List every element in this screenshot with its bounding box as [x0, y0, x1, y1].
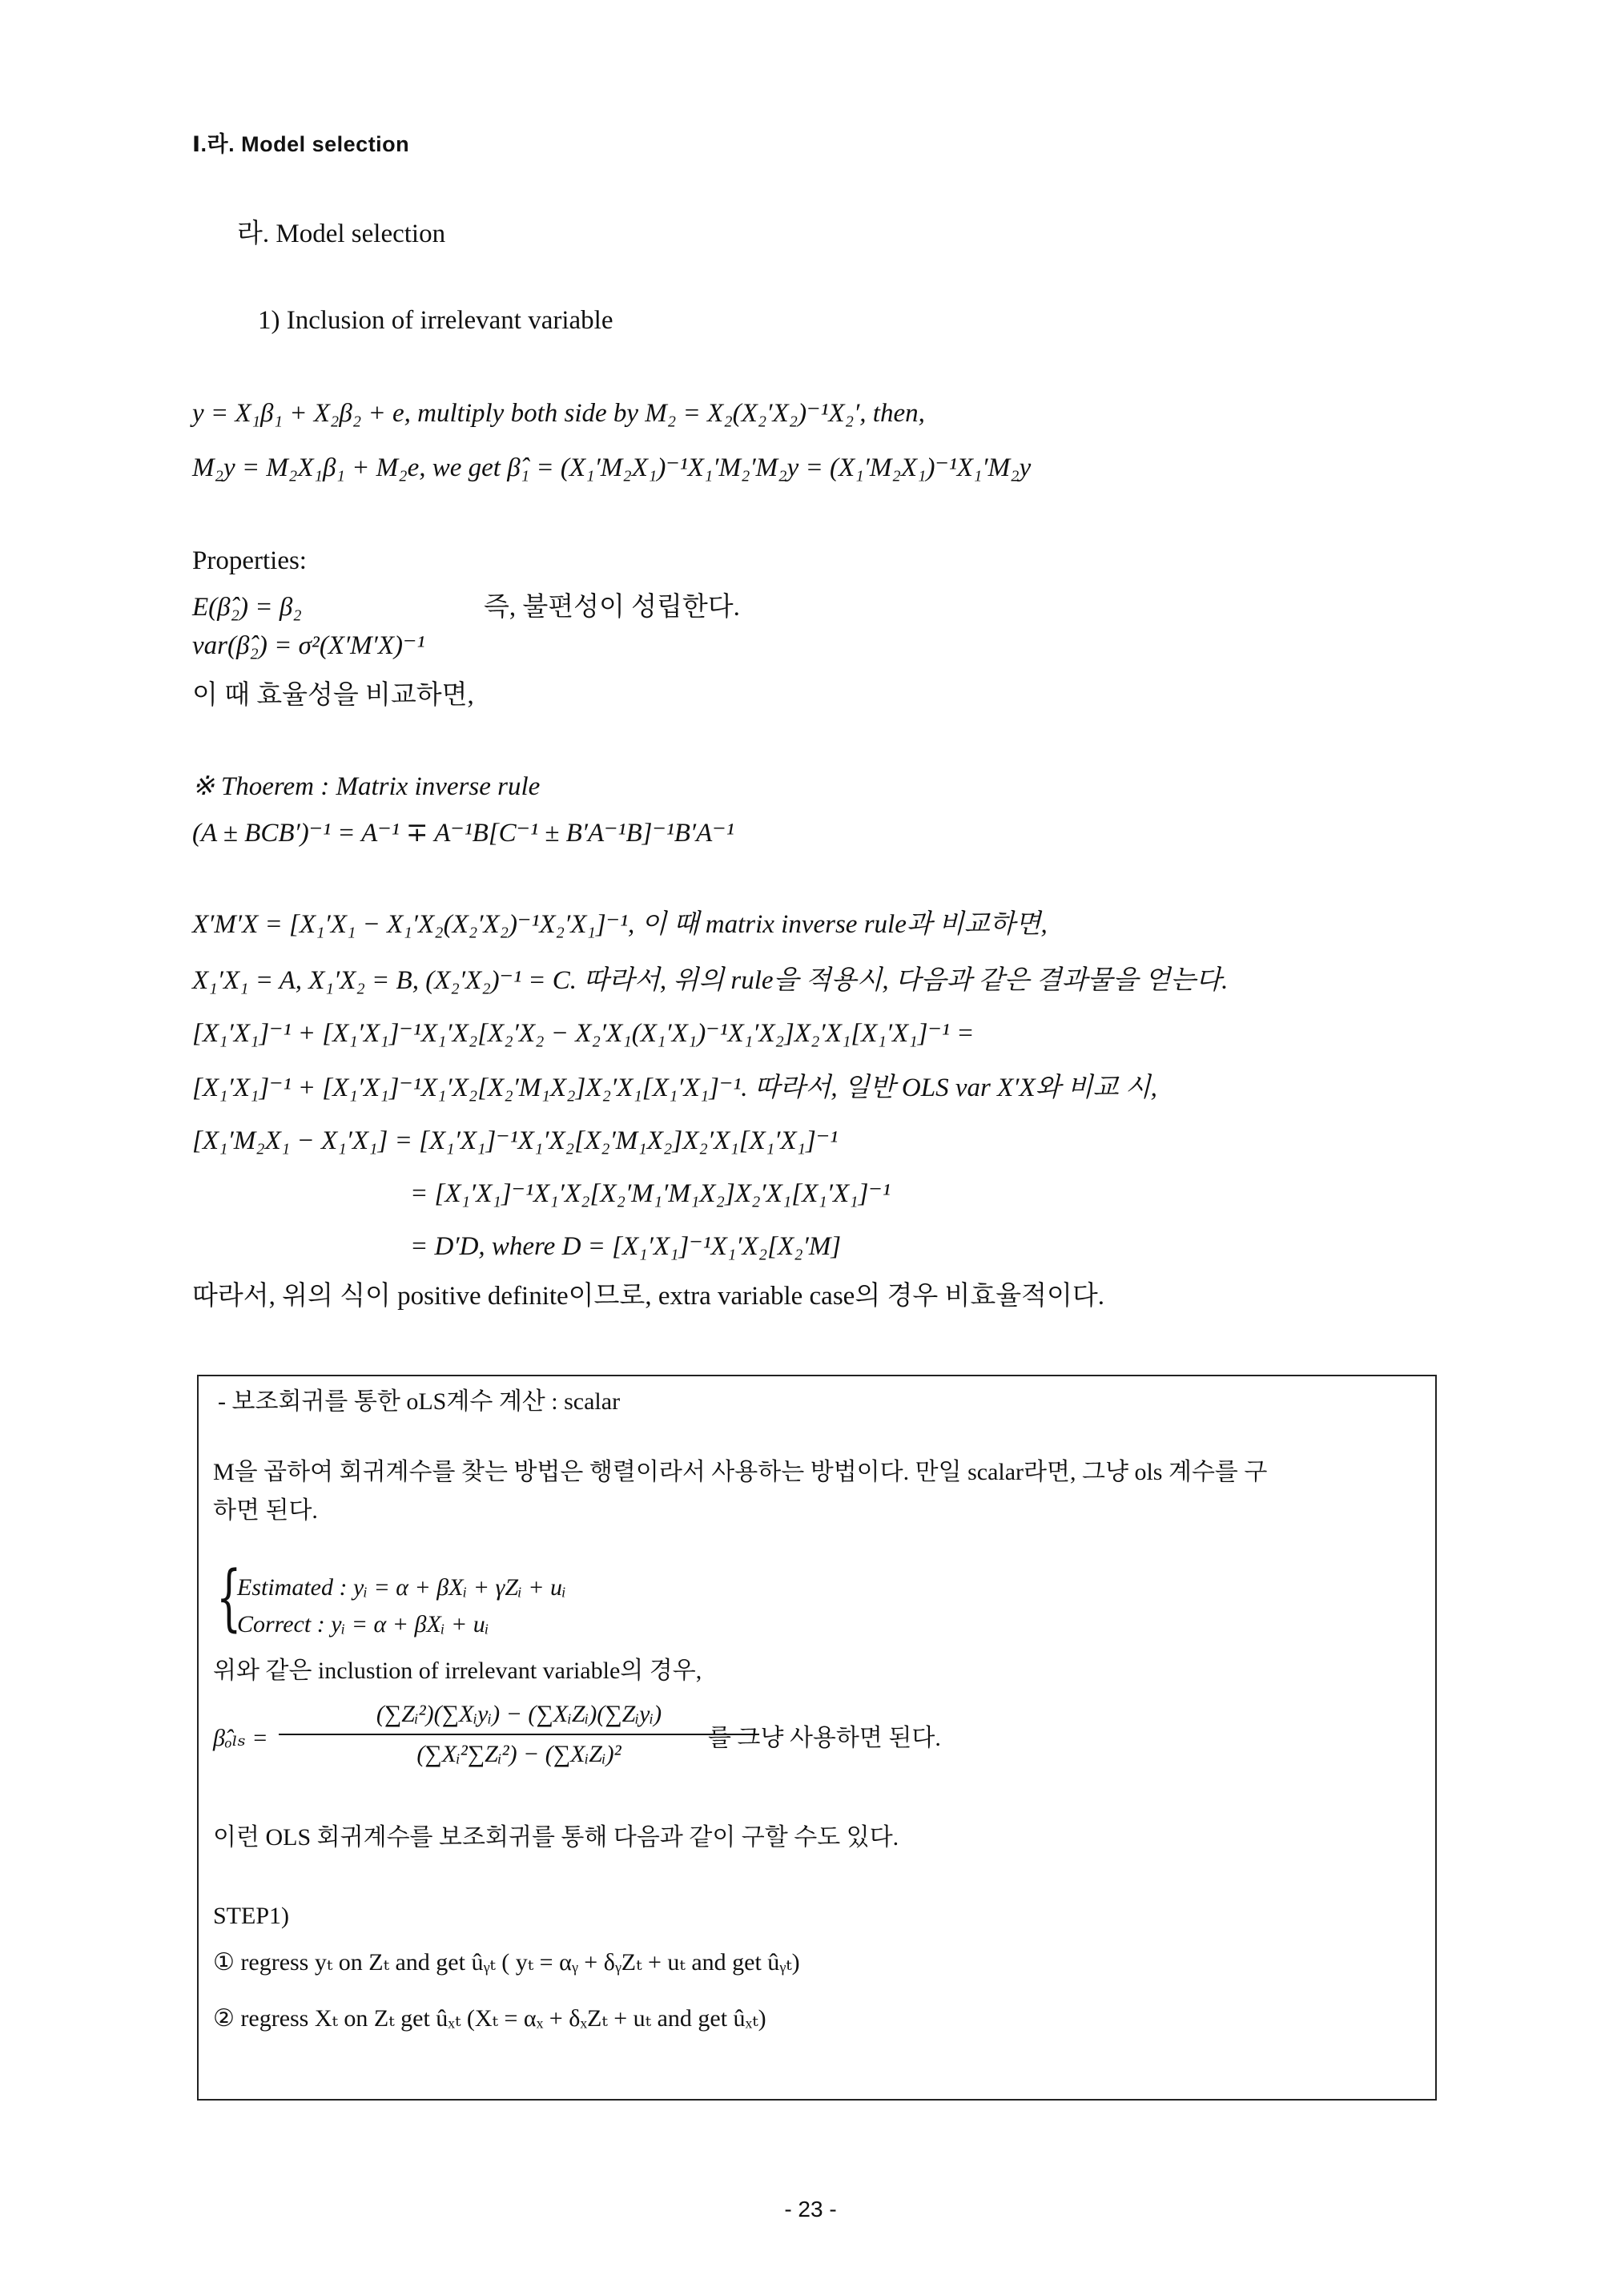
expectation-note: 즉, 불편성이 성립한다.: [484, 593, 740, 622]
box-paragraph-line-2: 하면 된다.: [213, 1497, 318, 1524]
derivation-line-5: [X₁′M₂X₁ − X₁′X₁] = [X₁′X₁]⁻¹X₁′X₂[X₂′M₁X₂]X₂′X₁[X₁′X₁]⁻¹: [192, 1126, 839, 1155]
properties-title: Properties:: [192, 546, 307, 575]
correct-model: Correct : yᵢ = α + βXᵢ + uᵢ: [237, 1611, 489, 1637]
equation-2: M₂y = M₂X₁β₁ + M₂e, we get β̂₁ = (X₁′M₂X₁)⁻¹X₁′M₂′M₂y = (X₁′M₂X₁)⁻¹X₁′M₂y: [192, 453, 1032, 482]
derivation-line-3: [X₁′X₁]⁻¹ + [X₁′X₁]⁻¹X₁′X₂[X₂′X₂ − X₂′X₁(X₁′X₁)⁻¹X₁′X₂]X₂′X₁[X₁′X₁]⁻¹ =: [192, 1019, 975, 1048]
case-note: 위와 같은 inclustion of irrelevant variable의 경우,: [213, 1658, 702, 1684]
expectation-formula: E(β̂₂) = β₂: [192, 593, 302, 622]
derivation-line-2: X₁′X₁ = A, X₁′X₂ = B, (X₂′X₂)⁻¹ = C. 따라서, 위의 rule을 적용시, 다음과 같은 결과물을 얻는다.: [192, 966, 1229, 995]
beta-ols-fraction: [279, 1698, 759, 1770]
subsection-heading: 1) Inclusion of irrelevant variable: [258, 306, 613, 335]
beta-ols-numerator: (∑Zᵢ²)(∑Xᵢyᵢ) − (∑XᵢZᵢ)(∑Zᵢyᵢ): [376, 1701, 662, 1727]
derivation-line-4: [X₁′X₁]⁻¹ + [X₁′X₁]⁻¹X₁′X₂[X₂′M₁X₂]X₂′X₁[X₁′X₁]⁻¹. 따라서, 일반 OLS var X′X와 비교 시,: [192, 1073, 1157, 1102]
efficiency-note: 이 때 효율성을 비교하면,: [192, 681, 474, 710]
step-2: ② regress Xₜ on Zₜ get ûₓₜ (Xₜ = αₓ + δₓZₜ + uₜ and get ûₓₜ): [213, 2005, 766, 2032]
fraction-bar: [279, 1734, 759, 1735]
derivation-line-1: X′M′X = [X₁′X₁ − X₁′X₂(X₂′X₂)⁻¹X₂′X₁]⁻¹, 이 때 matrix inverse rule과 비교하면,: [192, 910, 1048, 939]
page-number: - 23 -: [784, 2197, 837, 2221]
section-heading: 라. Model selection: [237, 220, 446, 248]
derivation-line-7: = D′D, where D = [X₁′X₁]⁻¹X₁′X₂[X₂′M]: [410, 1232, 842, 1261]
box-title: - 보조회귀를 통한 oLS계수 계산 : scalar: [218, 1388, 621, 1415]
beta-ols-denominator: (∑Xᵢ²∑Zᵢ²) − (∑XᵢZᵢ)²: [416, 1741, 621, 1767]
derivation-conclusion: 따라서, 위의 식이 positive definite이므로, extra variable case의 경우 비효율적이다.: [192, 1282, 1104, 1311]
auxiliary-note: 이런 OLS 회귀계수를 보조회귀를 통해 다음과 같이 구할 수도 있다.: [213, 1824, 899, 1851]
running-header: Ⅰ.라. Model selection: [192, 132, 410, 156]
variance-formula: var(β̂₂) = σ²(X′M′X)⁻¹: [192, 631, 425, 660]
beta-ols-lhs: β̂ₒₗₛ =: [213, 1725, 268, 1751]
auxiliary-regression-box: [197, 1375, 1437, 2101]
derivation-line-6: = [X₁′X₁]⁻¹X₁′X₂[X₂′M₁′M₁X₂]X₂′X₁[X₁′X₁]⁻¹: [410, 1179, 891, 1208]
estimated-model: Estimated : yᵢ = α + βXᵢ + γZᵢ + uᵢ: [237, 1574, 566, 1601]
theorem-title: ※ Thoerem : Matrix inverse rule: [192, 772, 541, 801]
step-1: ① regress yₜ on Zₜ and get ûᵧₜ ( yₜ = αᵧ + δᵧZₜ + uₜ and get ûᵧₜ): [213, 1949, 800, 1976]
equation-1: y = X₁β₁ + X₂β₂ + e, multiply both side by M₂ = X₂(X₂′X₂)⁻¹X₂′, then,: [192, 399, 925, 428]
box-paragraph-line-1: M을 곱하여 회귀계수를 찾는 방법은 행렬이라서 사용하는 방법이다. 만일 scalar라면, 그냥 ols 계수를 구: [213, 1459, 1268, 1485]
theorem-formula: (A ± BCB′)⁻¹ = A⁻¹ ∓ A⁻¹B[C⁻¹ ± B′A⁻¹B]⁻¹B′A⁻¹: [192, 819, 734, 848]
beta-ols-note: 를 그냥 사용하면 된다.: [708, 1725, 941, 1751]
system-brace: {: [216, 1556, 242, 1640]
step-label: STEP1): [213, 1903, 290, 1929]
